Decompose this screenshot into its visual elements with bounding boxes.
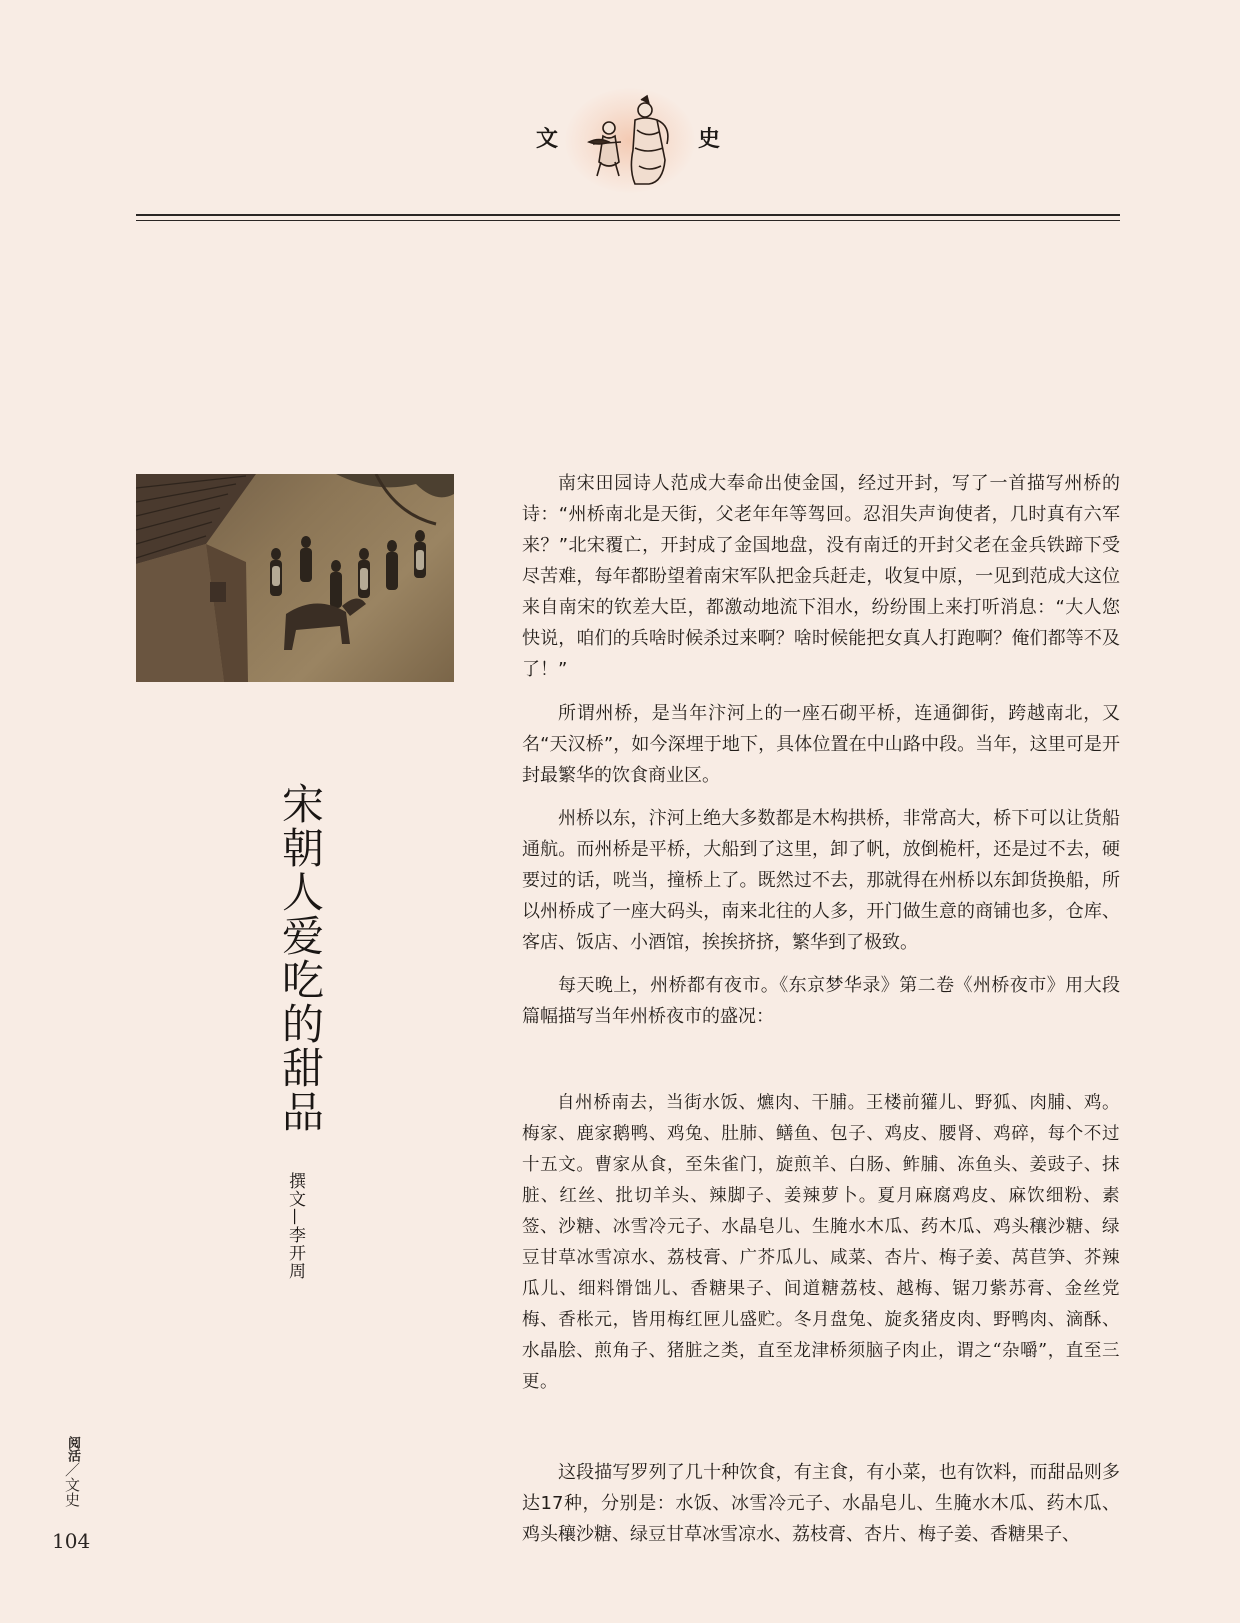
article-title: 宋朝人爱吃的甜品 bbox=[276, 782, 325, 1134]
body-paragraph-2 bbox=[522, 698, 1120, 791]
scholar-with-attendant-illustration-icon bbox=[575, 90, 685, 190]
quote-text: 自州桥南去，当街水饭、爊肉、干脯。王楼前獾儿、野狐、肉脯、鸡。梅家、鹿家鹅鸭、鸡兔、肚肺、鳝鱼、包子、鸡皮、腰肾、鸡碎，每个不过十五文。曹家从食，至朱雀门，旋煎羊、白肠、鲊脯、冻鱼头、姜豉子、抹脏、红丝、批切羊头、辣脚子、姜辣萝卜。夏月麻腐鸡皮、麻饮细粉、素签、沙糖、冰雪冷元子、水晶皂儿、生腌水木瓜、药木瓜、鸡头穰沙糖、绿豆甘草冰雪凉水、荔枝膏、广芥瓜儿、咸菜、杏片、梅子姜、莴苣笋、芥辣瓜儿、细料馉饳儿、香糖果子、间道糖荔枝、越梅、锯刀紫苏膏、金丝党梅、香枨元，皆用梅红匣儿盛贮。冬月盘兔、旋炙猪皮肉、野鸭肉、滴酥、水晶脍、煎角子、猪脏之类，直至龙津桥须脑子肉止，谓之“杂嚼”，直至三更。 bbox=[522, 1093, 1120, 1392]
paragraph-text: 每天晚上，州桥都有夜市。《东京梦华录》第二卷《州桥夜市》用大段篇幅描写当年州桥夜市的盛况： bbox=[522, 975, 1120, 1027]
section-header bbox=[0, 80, 1240, 200]
paragraph-text: 州桥以东，汴河上绝大多数都是木构拱桥，非常高大，桥下可以让货船通航。而州桥是平桥，大船到了这里，卸了帆，放倒桅杆，还是过不去，硬要过的话，咣当，撞桥上了。既然过不去，那就得在州桥以东卸货换船，所以州桥成了一座大码头，南来北往的人多，开门做生意的商铺也多，仓库、客店、饭店、小酒馆，挨挨挤挤，繁华到了极致。 bbox=[522, 808, 1120, 953]
page-number: 104 bbox=[52, 1529, 91, 1553]
body-paragraph-1 bbox=[522, 468, 1120, 685]
song-dynasty-street-painting-icon bbox=[136, 474, 454, 682]
footer-section-label bbox=[62, 1436, 82, 1507]
header-rule-thick bbox=[136, 214, 1120, 216]
header-rule-thin bbox=[136, 220, 1120, 221]
article-byline: 撰文—李开周 bbox=[285, 1172, 305, 1280]
body-paragraph-4 bbox=[522, 970, 1120, 1032]
classical-quote bbox=[522, 1088, 1120, 1398]
paragraph-text: 这段描写罗列了几十种饮食，有主食，有小菜，也有饮料，而甜品则多达17种，分别是：水饭、冰雪冷元子、水晶皂儿、生腌水木瓜、药木瓜、鸡头穰沙糖、绿豆甘草冰雪凉水、荔枝膏、杏片、梅子姜、香糖果子、 bbox=[522, 1462, 1120, 1545]
body-paragraph-3 bbox=[522, 803, 1120, 958]
footer-brand: 阅活 bbox=[65, 1436, 80, 1462]
body-paragraph-closing bbox=[522, 1457, 1120, 1550]
section-left-char: 文 bbox=[536, 126, 559, 152]
section-right-char: 史 bbox=[698, 126, 721, 152]
footer-section: 文史 bbox=[63, 1477, 81, 1507]
paragraph-text: 所谓州桥，是当年汴河上的一座石砌平桥，连通御街，跨越南北，又名“天汉桥”，如今深埋于地下，具体位置在中山路中段。当年，这里可是开封最繁华的饮食商业区。 bbox=[522, 703, 1120, 786]
paragraph-text: 南宋田园诗人范成大奉命出使金国，经过开封，写了一首描写州桥的诗：“州桥南北是天街，父老年年等驾回。忍泪失声询使者，几时真有六军来？”北宋覆亡，开封成了金国地盘，没有南迁的开封父老在金兵铁蹄下受尽苦难，每年都盼望着南宋军队把金兵赶走，收复中原，一见到范成大这位来自南宋的钦差大臣，都激动地流下泪水，纷纷围上来打听消息：“大人您快说，咱们的兵啥时候杀过来啊？啥时候能把女真人打跑啊？俺们都等不及了！” bbox=[522, 473, 1120, 680]
footer-separator-icon: ／ bbox=[63, 1462, 81, 1477]
